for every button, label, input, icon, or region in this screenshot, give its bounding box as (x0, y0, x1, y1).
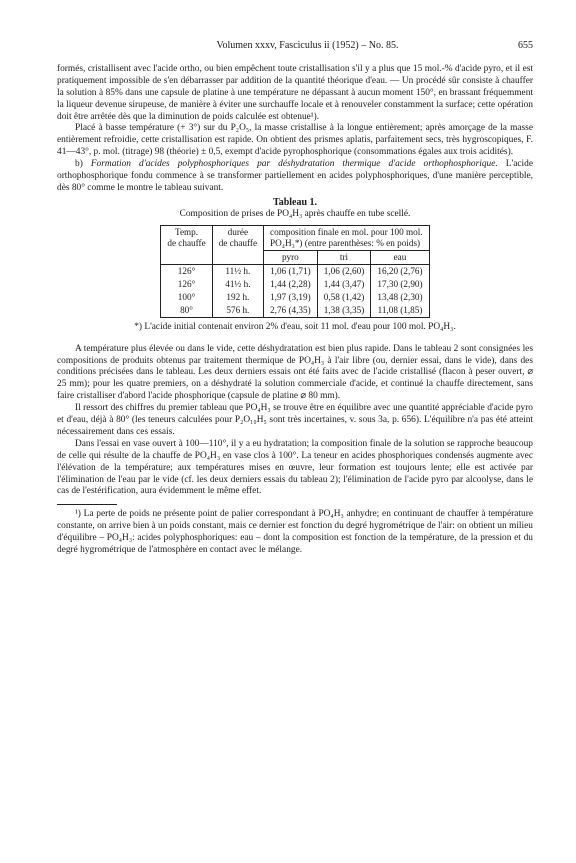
footnote: ¹) La perte de poids ne présente point de palier correspondant à PO₄H₃ anhydre; en continuant de chauffer à température constante, on arrive bien à un poids constant, mais ce dernier est fonction du degré hygrométrique de l'air: on obtient un milieu d'équilibre – PO₄H₃: acides polyphosphoriques: eau – dont la composition est fonction de la température, de la pression et du degré hygrométrique de l'atmosphère en contact avec le mélange. (57, 509, 533, 556)
cell-duree: 576 h. (212, 304, 263, 318)
paper-page (57, 40, 533, 557)
cell-temp: 126° (161, 278, 212, 291)
subhead-pyro: pyro (264, 250, 318, 264)
col-head-duree: durée de chauffe (212, 225, 263, 264)
cell-pyro: 1,06 (1,71) (264, 264, 318, 278)
table-footnote: *) L'acide initial contenait environ 2% d'eau, soit 11 mol. d'eau pour 100 mol. PO₄H₃. (134, 321, 456, 332)
footnote-separator (57, 504, 117, 505)
header-title: Volumen xxxv, Fasciculus ii (1952) – No. 85. (216, 40, 399, 51)
table-row (161, 291, 429, 304)
section-b-text: L'acide orthophosphorique fondu commence à se transformer partiellement en acides polyphosphoriques, d'une manière perceptible, dès 80° comme le montre le tableau suivant. (57, 159, 533, 193)
cell-tri: 1,06 (2,60) (317, 264, 371, 278)
cell-temp: 100° (161, 291, 212, 304)
cell-eau: 17,30 (2,90) (371, 278, 429, 291)
paragraph: Dans l'essai en vase ouvert à 100—110°, il y a eu hydratation; la composition finale de la solution se rapproche beaucoup de celle qui résulte de la chauffe de PO₄H₃ en vase clos à 100°. La teneur en acides phosphoriques condensés augmente avec l'élévation de la température; aux températures mises en œuvre, leur formation est toujours lente; elle est activée par l'élimination de l'eau par le vide (cf. les deux derniers essais du tableau 2); l'élimination de l'acide pyro par alcoolyse, dans le cas de l'estérification, aura évidemment le même effet. (57, 438, 533, 497)
cell-tri: 0,58 (1,42) (317, 291, 371, 304)
paragraph: A température plus élevée ou dans le vide, cette déshydratation est bien plus rapide. Dans le tableau 2 sont consignées les compositions de produits obtenus par traitement thermique de PO₄H₃ à l'air libre (ou, dernier essai, dans le vide), dans des conditions précisées dans le tableau. Les deux derniers essais ont été faits avec de l'acide cristallisé (flacon à peser ouvert, ⌀ 25 mm); pour les quatre premiers, on a déshydraté la solution commerciale d'acide, et continué la chauffe directement, sans faire cristalliser d'abord l'acide phosphorique (capsule de platine ⌀ 80 mm). (57, 343, 533, 402)
section-b-prefix: b) (75, 159, 91, 170)
paragraph: formés, cristallisent avec l'acide ortho, ou bien empêchent toute cristallisation s'il y a plus que 15 mol.-% d'acide pyro, et il est pratiquement impossible de s'en débarrasser par addition de la quantité théorique d'eau. — Un procédé sûr consiste à chauffer la solution à 85% dans une capsule de platine à une température ne dépassant à aucun moment 150°, en brassant fréquemment la liqueur devenue sirupeuse, de manière à éviter une surchauffe locale et à renouveler constamment la surface; cette opération doit être arrêtée dès que la diminution de poids calculée est obtenue¹). (57, 63, 533, 122)
section-b-heading: Formation d'acides polyphosphoriques par déshydratation thermique d'acide orthophosphorique. (90, 159, 498, 170)
table-caption: Composition de prises de PO₄H₃ après chauffe en tube scellé. (179, 208, 411, 219)
table-row (161, 304, 429, 318)
cell-eau: 11,08 (1,85) (371, 304, 429, 318)
cell-eau: 16,20 (2,76) (371, 264, 429, 278)
cell-pyro: 1,44 (2,28) (264, 278, 318, 291)
table-title: Tableau 1. (272, 196, 318, 208)
subhead-tri: tri (317, 250, 371, 264)
data-table (160, 225, 429, 318)
page-number: 655 (518, 40, 533, 51)
section-b-paragraph (57, 159, 533, 195)
cell-duree: 41½ h. (212, 278, 263, 291)
col-head-composition: composition finale en mol. pour 100 mol. PO₄H₃*) (entre parenthèses: % en poids) (264, 225, 430, 250)
paragraph: Il ressort des chiffres du premier tableau que PO₄H₃ se trouve être en équilibre avec une quantité appréciable d'acide pyro et d'eau, déjà à 80° (les teneurs calculées pour P₂O₁₀H₅ sont très incertaines, v. sous 3a, p. 656). L'équilibre n'a pas été atteint nécessairement dans ces essais. (57, 403, 533, 437)
cell-pyro: 2,76 (4,35) (264, 304, 318, 318)
cell-tri: 1,38 (3,35) (317, 304, 371, 318)
cell-pyro: 1,97 (3,19) (264, 291, 318, 304)
running-header (57, 40, 533, 52)
cell-temp: 126° (161, 264, 212, 278)
cell-duree: 11½ h. (212, 264, 263, 278)
cell-temp: 80° (161, 304, 212, 318)
cell-duree: 192 h. (212, 291, 263, 304)
table-row (161, 264, 429, 278)
subhead-eau: eau (371, 250, 429, 264)
table-row (161, 278, 429, 291)
paragraph: Placé à basse température (+ 3°) sur du P₂O₅, la masse cristallise à la longue entièrement; après amorçage de la masse entièrement refroidie, cette cristallisation est rapide. On obtient des prismes aplatis, parfaitement secs, très hygroscopiques, F. 41—43°, p. mol. (titrage) 98 (théorie) ± 0,5, exempt d'acide pyrophosphorique (consommations égales aux trois acidités). (57, 123, 533, 158)
col-head-temp: Temp. de chauffe (161, 225, 212, 264)
cell-eau: 13,48 (2,30) (371, 291, 429, 304)
cell-tri: 1,44 (3,47) (317, 278, 371, 291)
